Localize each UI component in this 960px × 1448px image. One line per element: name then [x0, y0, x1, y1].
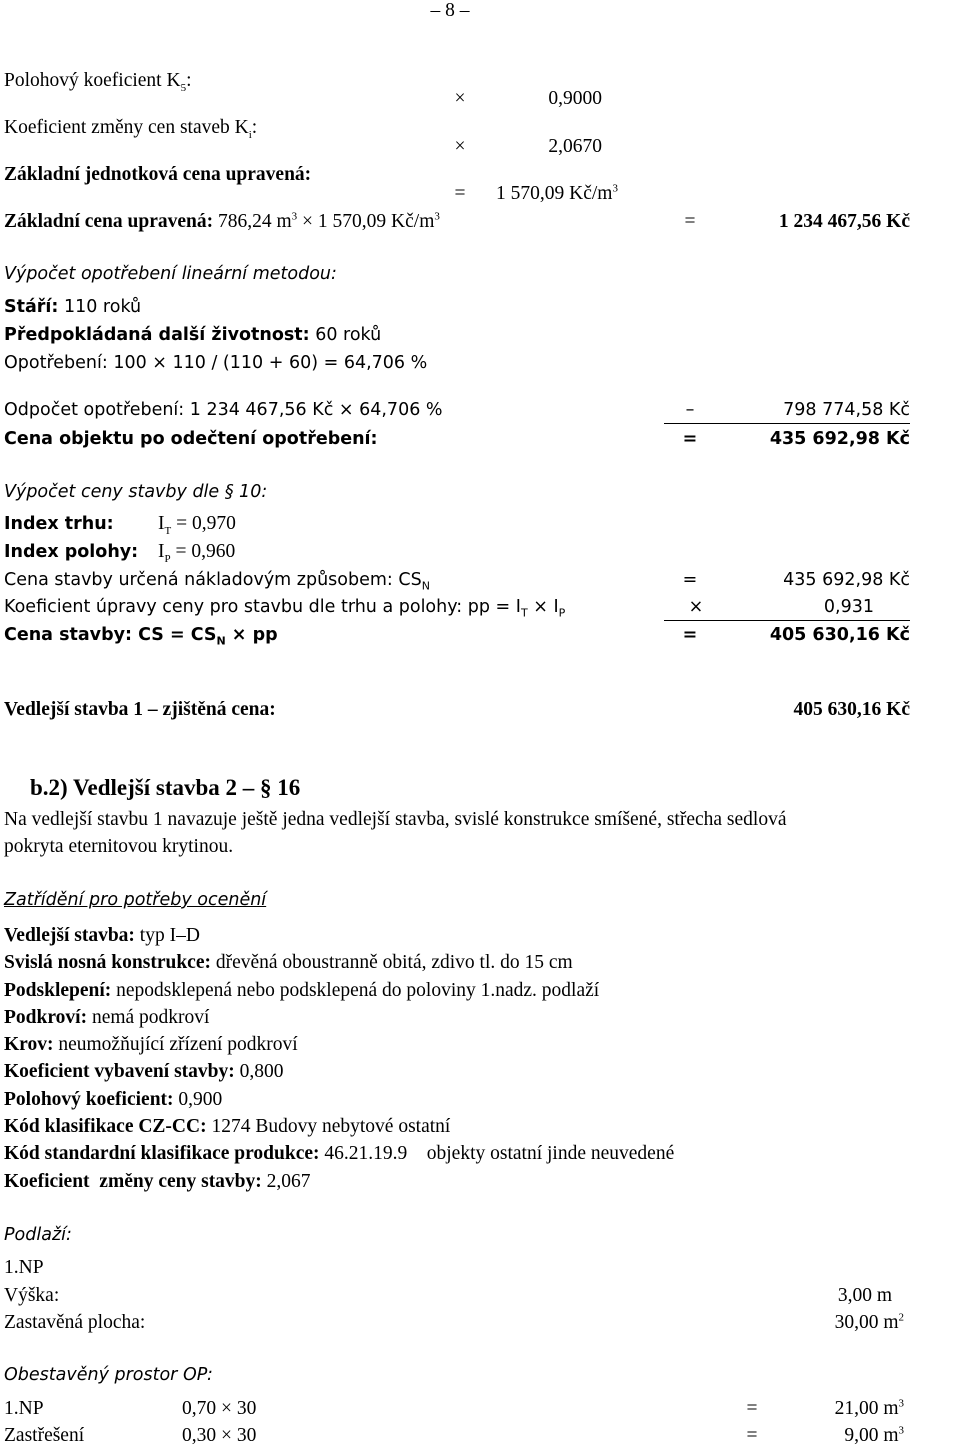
summary-value: 405 630,16 Kč [793, 699, 910, 720]
ki-label: Koeficient změny cen staveb $K_i$: [4, 117, 258, 141]
building-price-label: Cena stavby: CS = $CS_N$ × pp [4, 625, 278, 648]
k5-label: Polohový koeficient $K_5$: [4, 70, 192, 94]
class-row-czcc: Kód klasifikace CZ-CC: 1274 Budovy nebytové ostatní [4, 1116, 451, 1137]
price-after-wear-value: 435 692,98 Kč [769, 429, 910, 449]
deduct-label: Odpočet opotřebení: 1 234 467,56 Kč × 64,706 % [4, 400, 443, 420]
wear-heading: Výpočet opotřebení lineární metodou: [4, 264, 337, 284]
deduct-operator: – [685, 400, 695, 420]
base-price-operator: = [684, 211, 696, 232]
volume-row-value: 9,00 $m^3$ [844, 1424, 904, 1446]
k5-value: 0,9000 [548, 88, 602, 109]
s10-heading: Výpočet ceny stavby dle § 10: [4, 482, 268, 502]
class-row-truss: Krov: neumožňující zřízení podkroví [4, 1034, 298, 1055]
adjust-coef-label: Koeficient úpravy ceny pro stavbu dle trhu a polohy: pp = $I_T \times I_P$ [4, 597, 566, 620]
volume-row-name: Zastřešení [4, 1425, 85, 1446]
base-unit-price-label: Základní jednotková cena upravená: [4, 164, 312, 185]
adjust-coef-value: 0,931 [823, 597, 874, 617]
deduct-value: 798 774,58 Kč [783, 400, 910, 420]
class-row-basement: Podsklepení: nepodsklepená nebo podsklepená do poloviny 1.nadz. podlaží [4, 980, 600, 1001]
deduct-rule [664, 423, 910, 424]
classification-heading: Zatřídění pro potřeby ocenění [4, 890, 267, 910]
built-area-value: 30,00 $m^2$ [834, 1311, 904, 1333]
life-line: Předpokládaná další životnost: 60 roků [4, 325, 382, 345]
class-row-building-type: Vedlejší stavba: typ I–D [4, 925, 200, 946]
location-index-value: $I_P = 0,960$ [158, 541, 236, 565]
section-b2-heading: b.2) Vedlejší stavba 2 – § 16 [30, 775, 301, 800]
height-value: 3,00 m [837, 1285, 892, 1306]
volume-row-operator: = [746, 1425, 758, 1446]
section-b2-text-line1: Na vedlejší stavbu 1 navazuje ještě jedna vedlejší stavba, svislé konstrukce smíšené, střecha sedlová [4, 809, 787, 830]
market-index-value: $I_T = 0,970$ [158, 513, 236, 537]
built-area-label: Zastavěná plocha: [4, 1312, 146, 1333]
base-price-line: Základní cena upravená: 786,24 $m^3 \times 1$ 570,09 $Kč/m^3$ [4, 210, 440, 232]
volume-row-expr: 0,30 × 30 [182, 1425, 257, 1446]
market-index-label: Index trhu: [4, 514, 114, 534]
volume-heading: Obestavěný prostor OP: [4, 1365, 213, 1385]
class-row-equipment-coef: Koeficient vybavení stavby: 0,800 [4, 1061, 284, 1082]
volume-row-value: 21,00 $m^3$ [834, 1397, 904, 1419]
adjust-coef-operator: × [688, 597, 704, 617]
volume-row-operator: = [746, 1398, 758, 1419]
section-b2-text-line2: pokryta eternitovou krytinou. [4, 836, 234, 857]
summary-label: Vedlejší stavba 1 – zjištěná cena: [4, 699, 276, 720]
base-unit-price-value: 1 570,09 $Kč/m^3$ [496, 182, 618, 204]
building-price-operator: = [682, 625, 698, 645]
page-number: – 8 – [430, 0, 470, 21]
age-line: Stáří: 110 roků [4, 297, 142, 317]
height-label: Výška: [4, 1285, 60, 1306]
class-row-location-coef: Polohový koeficient: 0,900 [4, 1089, 223, 1110]
ki-value: 2,0670 [548, 136, 602, 157]
floor-name: 1.NP [4, 1257, 44, 1278]
adjust-rule [664, 620, 910, 621]
class-row-load-bearing: Svislá nosná konstrukce: dřevěná oboustranně obitá, zdivo tl. do 15 cm [4, 952, 573, 973]
floors-heading: Podlaží: [4, 1225, 72, 1245]
base-price-value: 1 234 467,56 Kč [778, 211, 910, 232]
class-row-price-change-coef: Koeficient změny ceny stavby: 2,067 [4, 1171, 311, 1192]
price-after-wear-operator: = [682, 429, 698, 449]
class-row-production-code: Kód standardní klasifikace produkce: 46.21.19.9 objekty ostatní jinde neuvedené [4, 1143, 675, 1164]
class-row-attic: Podkroví: nemá podkroví [4, 1007, 210, 1028]
location-index-label: Index polohy: [4, 542, 139, 562]
base-unit-price-operator: = [454, 183, 466, 204]
volume-row-name: 1.NP [4, 1398, 44, 1419]
cost-price-label: Cena stavby určená nákladovým způsobem: $CS_N$ [4, 570, 430, 593]
building-price-value: 405 630,16 Kč [769, 625, 910, 645]
wear-line: Opotřebení: 100 × 110 / (110 + 60) = 64,706 % [4, 353, 428, 373]
price-after-wear-label: Cena objektu po odečtení opotřebení: [4, 429, 378, 449]
volume-row-expr: 0,70 × 30 [182, 1398, 257, 1419]
ki-operator: × [454, 136, 466, 157]
k5-operator: × [454, 88, 466, 109]
cost-price-value: 435 692,98 Kč [783, 570, 910, 590]
cost-price-operator: = [682, 570, 698, 590]
